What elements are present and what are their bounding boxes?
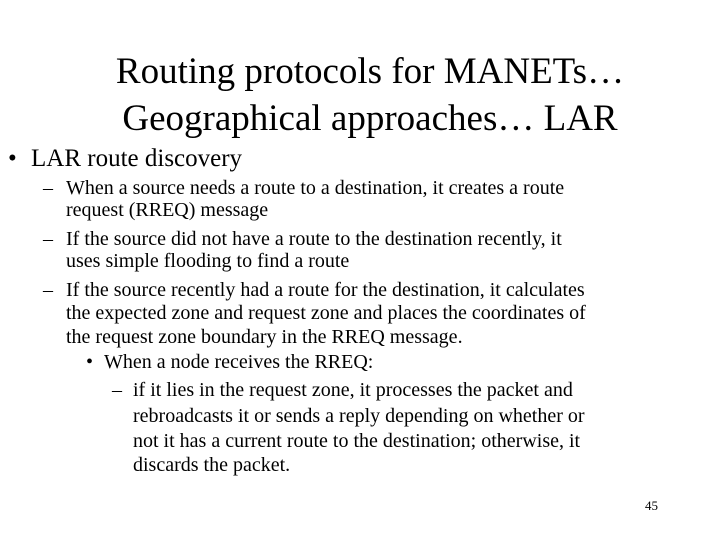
item-3-line-1: If the source recently had a route for the destination, it calculates [66,279,585,301]
bullet-mark: • [8,145,17,172]
item-3-line-3: the request zone boundary in the RREQ message. [66,326,463,348]
sub-bullet-text: When a node receives the RREQ: [104,351,374,373]
item-2-line-1: If the source did not have a route to the destination recently, it [66,228,562,250]
slide-title-line-2: Geographical approaches… LAR [122,98,618,139]
item-1-line-2: request (RREQ) message [66,199,269,221]
dash-mark: – [43,177,53,199]
item-1-line-1: When a source needs a route to a destination, it creates a route [66,177,565,199]
main-bullet-text: LAR route discovery [31,145,243,172]
dash-mark: – [112,379,122,401]
sub-bullet-mark: • [86,351,94,373]
sub-item-line-2: rebroadcasts it or sends a reply depending on whether or [133,405,585,427]
dash-mark: – [43,279,53,301]
sub-item-line-3: not it has a current route to the destination; otherwise, it [133,430,581,452]
slide-title-line-1: Routing protocols for MANETs… [115,51,625,92]
item-2-line-2: uses simple flooding to find a route [66,250,350,272]
sub-item-line-1: if it lies in the request zone, it processes the packet and [133,379,573,401]
dash-mark: – [43,228,53,250]
item-3-line-2: the expected zone and request zone and places the coordinates of [66,302,586,324]
sub-item-line-4: discards the packet. [133,454,291,476]
page-number: 45 [645,498,658,513]
